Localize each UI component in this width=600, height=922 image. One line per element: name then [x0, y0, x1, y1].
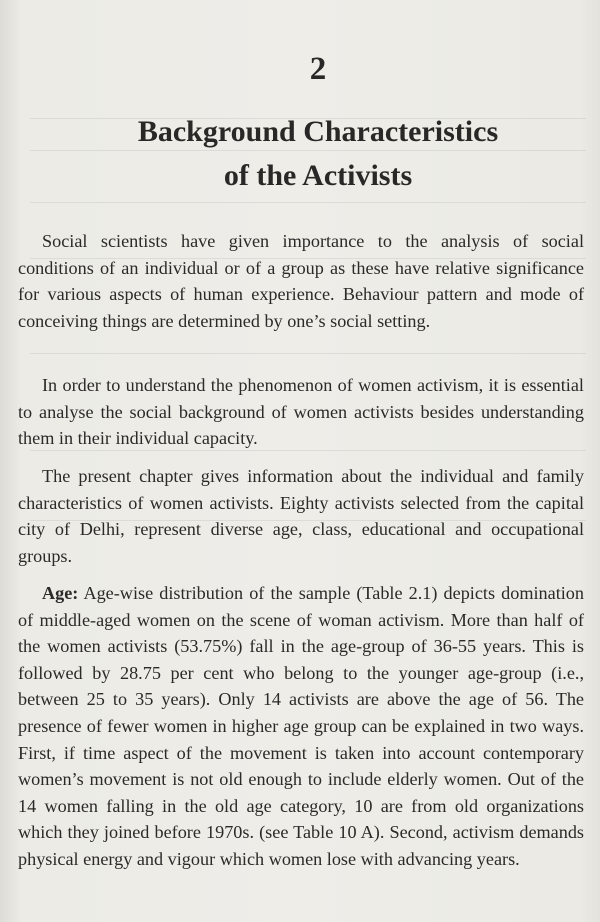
paragraph-text: In order to understand the phenomenon of women activism, it is essential to analyse the social background of women activists besides understanding them in their individual capacity.: [18, 375, 584, 449]
paragraph-text: [18, 580, 584, 873]
age-paragraph-body: Age-wise distribution of the sample (Table 2.1) depicts domination of middle-aged women on the scene of woman activism. More than half of the women activists (53.75%) fall in the age-group of 36-55 years. This is followed by 28.75 per cent who belong to the younger age-group (i.e., between 25 to 35 years). Only 14 activists are above the age of 56. The presence of fewer women in higher age group can be explained in two ways. First, if time aspect of the movement is taken into account contemporary women’s movement is not old enough to include elderly women. Out of the 14 women falling in the old age category, 10 are from old organizations which they joined before 1970s. (see Table 10 A). Second, activism demands physical energy and vigour which women lose with advancing years.: [18, 583, 584, 869]
paragraph-chapter-overview: [18, 463, 584, 569]
paragraph-social-scientists: [18, 228, 584, 334]
paragraph-age: [18, 580, 584, 873]
paragraph-women-activism: [18, 372, 584, 452]
chapter-title-line-1: Background Characteristics: [137, 115, 499, 148]
paragraph-text: Social scientists have given importance to the analysis of social conditions of an individual or of a group as these have relative significance for various aspects of human experience. Behaviour pattern and mode of conceiving things are determined by one’s social setting.: [18, 231, 584, 331]
chapter-title: [18, 110, 600, 198]
chapter-number: 2: [309, 51, 327, 87]
age-run-in-heading: Age:: [42, 583, 79, 603]
chapter-title-line-2: of the Activists: [223, 159, 413, 192]
paragraph-text: The present chapter gives information about the individual and family characteristics of women activists. Eighty activists selected from the capital city of Delhi, represent diverse age, class, educational and occupational groups.: [18, 466, 584, 566]
